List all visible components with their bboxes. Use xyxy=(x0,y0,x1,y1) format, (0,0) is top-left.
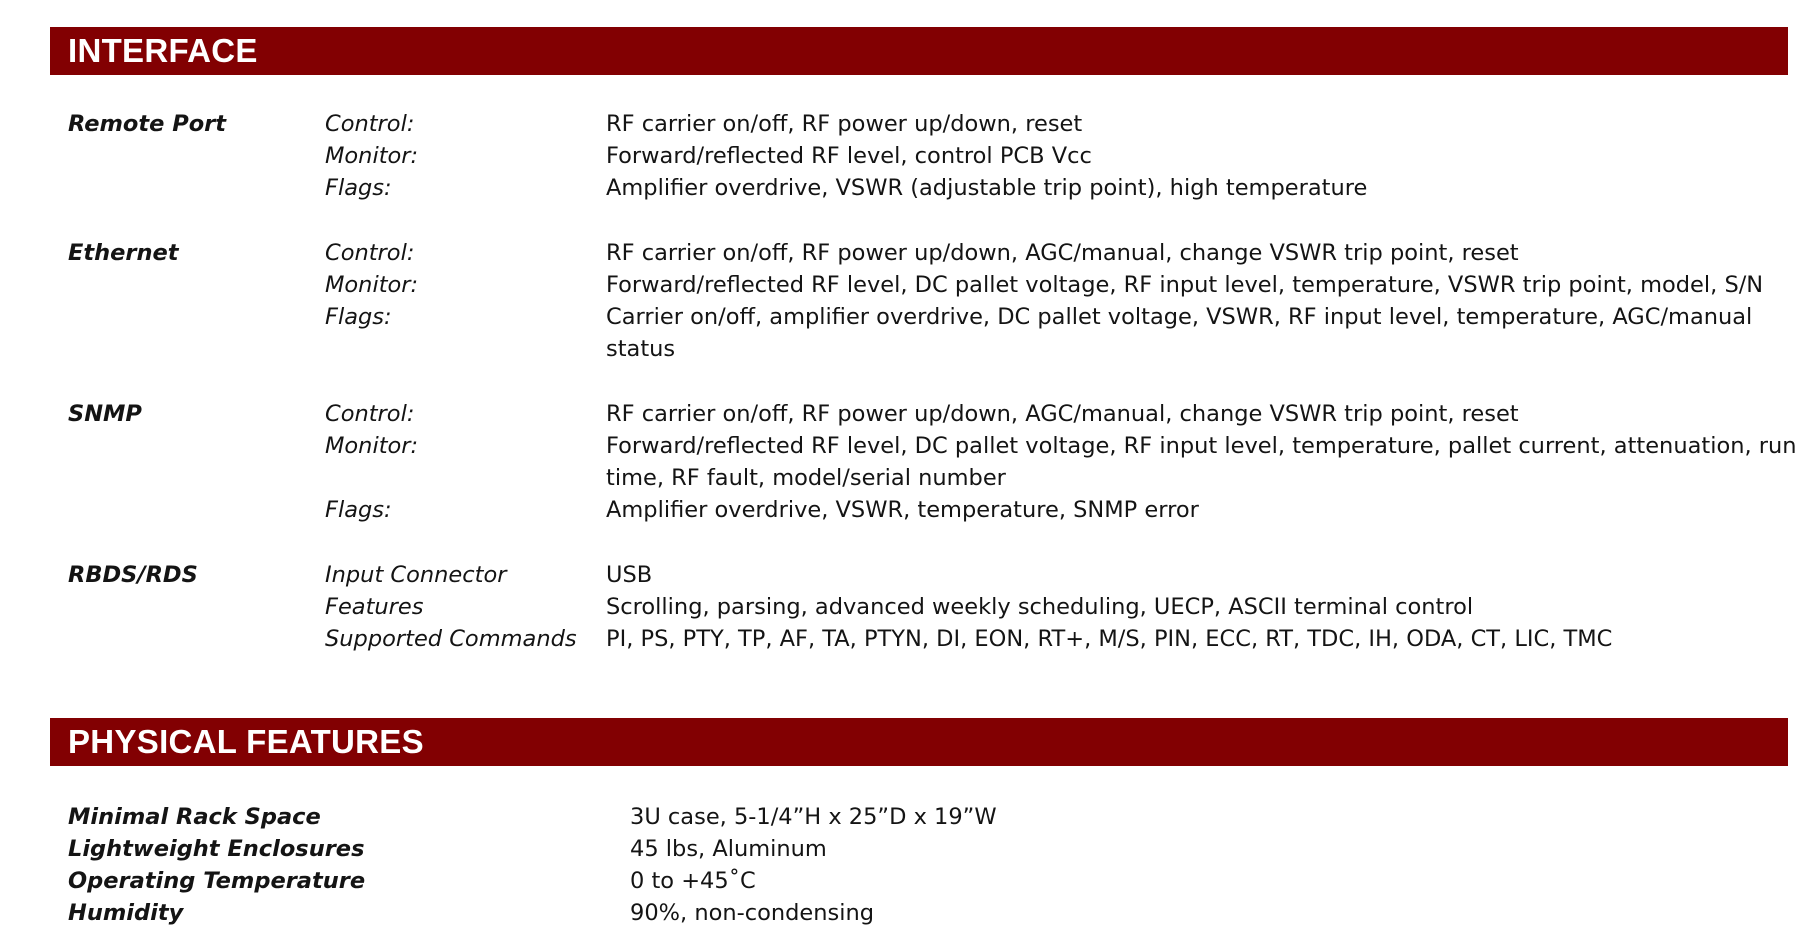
remote-port-flags-value: Amplifier overdrive, VSWR (adjustable trip point), high temperature xyxy=(606,175,1368,201)
remote-port-control-value: RF carrier on/off, RF power up/down, reset xyxy=(606,111,1083,137)
rbds-features-label: Features xyxy=(325,594,424,620)
group-title-snmp: SNMP xyxy=(68,401,142,427)
group-title-ethernet: Ethernet xyxy=(68,240,179,266)
rbds-input-connector-value: USB xyxy=(606,562,653,588)
remote-port-flags-label: Flags: xyxy=(325,175,392,201)
rbds-supported-commands-label: Supported Commands xyxy=(325,626,577,652)
physical-features-section-title: PHYSICAL FEATURES xyxy=(68,723,424,760)
snmp-flags-value: Amplifier overdrive, VSWR, temperature, SNMP error xyxy=(606,497,1199,523)
snmp-monitor-value-line1: Forward/reflected RF level, DC pallet voltage, RF input level, temperature, pallet current, attenuation, run xyxy=(606,433,1797,459)
remote-port-control-label: Control: xyxy=(325,111,415,137)
phys-value-enclosures: 45 lbs, Aluminum xyxy=(630,836,827,862)
phys-value-humidity: 90%, non-condensing xyxy=(630,900,875,926)
snmp-control-label: Control: xyxy=(325,401,415,427)
phys-label-humidity: Humidity xyxy=(68,900,184,926)
ethernet-flags-value-line1: Carrier on/off, amplifier overdrive, DC pallet voltage, VSWR, RF input level, temperature, AGC/manual xyxy=(606,304,1753,330)
interface-section-header xyxy=(50,27,1788,75)
phys-value-operating-temperature: 0 to +45˚C xyxy=(630,868,756,894)
interface-section-title: INTERFACE xyxy=(68,32,258,69)
ethernet-monitor-label: Monitor: xyxy=(325,272,419,298)
group-title-remote-port: Remote Port xyxy=(68,111,227,137)
snmp-control-value: RF carrier on/off, RF power up/down, AGC/manual, change VSWR trip point, reset xyxy=(606,401,1519,427)
remote-port-monitor-label: Monitor: xyxy=(325,143,419,169)
rbds-supported-commands-value: PI, PS, PTY, TP, AF, TA, PTYN, DI, EON, RT+, M/S, PIN, ECC, RT, TDC, IH, ODA, CT, LIC, TMC xyxy=(606,626,1613,652)
phys-label-enclosures: Lightweight Enclosures xyxy=(68,836,365,862)
phys-label-rack-space: Minimal Rack Space xyxy=(68,804,321,830)
snmp-monitor-label: Monitor: xyxy=(325,433,419,459)
ethernet-monitor-value: Forward/reflected RF level, DC pallet voltage, RF input level, temperature, VSWR trip point, model, S/N xyxy=(606,272,1764,298)
ethernet-flags-label: Flags: xyxy=(325,304,392,330)
phys-value-rack-space: 3U case, 5-1/4”H x 25”D x 19”W xyxy=(630,804,997,830)
physical-features-section-header xyxy=(50,718,1788,766)
rbds-features-value: Scrolling, parsing, advanced weekly scheduling, UECP, ASCII terminal control xyxy=(606,594,1474,620)
snmp-flags-label: Flags: xyxy=(325,497,392,523)
phys-label-operating-temperature: Operating Temperature xyxy=(68,868,366,894)
remote-port-monitor-value: Forward/reflected RF level, control PCB Vcc xyxy=(606,143,1092,169)
snmp-monitor-value-line2: time, RF fault, model/serial number xyxy=(606,465,1006,491)
ethernet-control-value: RF carrier on/off, RF power up/down, AGC/manual, change VSWR trip point, reset xyxy=(606,240,1519,266)
ethernet-control-label: Control: xyxy=(325,240,415,266)
group-title-rbds-rds: RBDS/RDS xyxy=(68,562,198,588)
ethernet-flags-value-line2: status xyxy=(606,336,676,362)
rbds-input-connector-label: Input Connector xyxy=(325,562,507,588)
